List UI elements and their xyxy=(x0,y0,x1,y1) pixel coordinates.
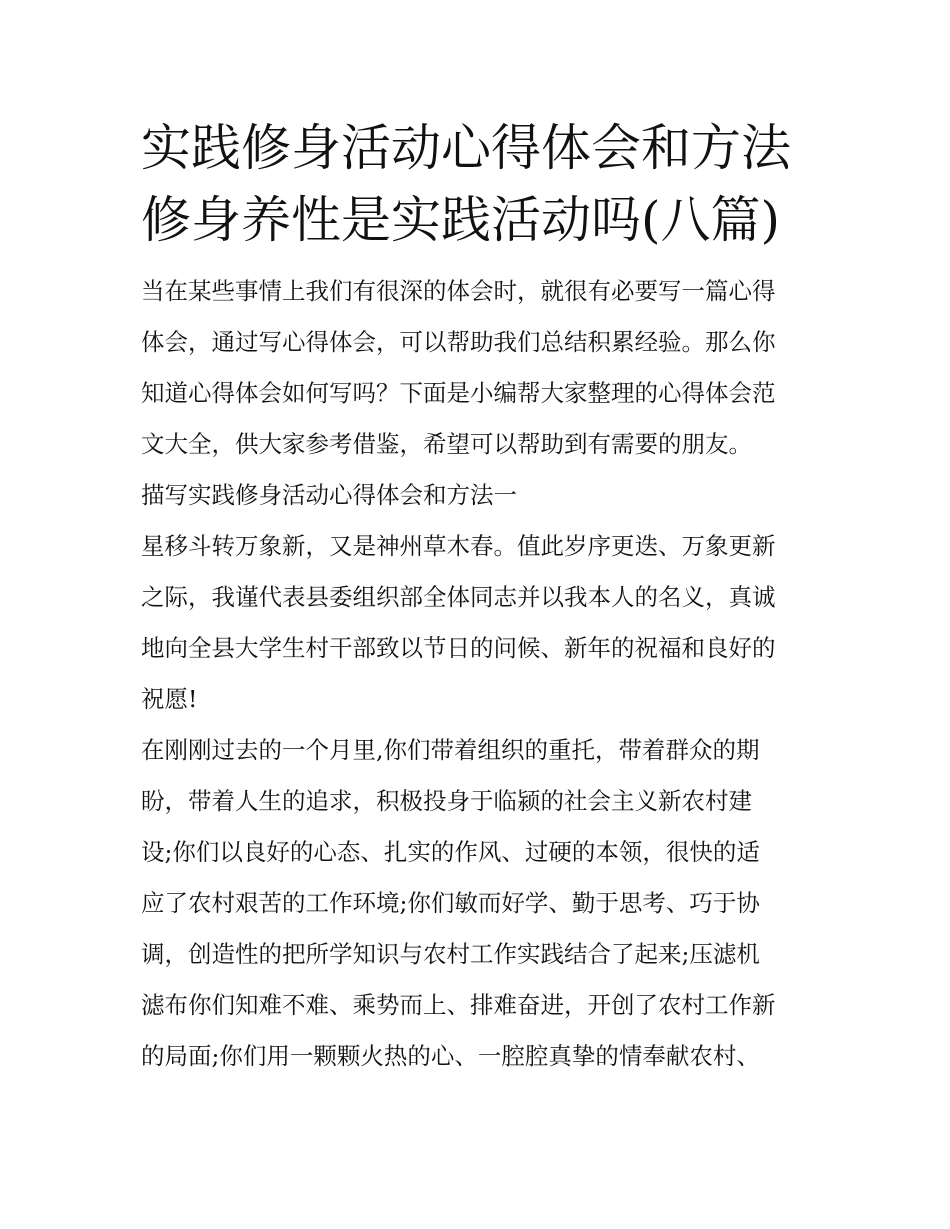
paragraph-line: 调，创造性的把所学知识与农村工作实践结合了起来;压滤机 xyxy=(141,940,760,968)
paragraph-line: 当在某些事情上我们有很深的体会时，就很有必要写一篇心得 xyxy=(141,277,776,305)
document-body xyxy=(141,266,813,1082)
title-line: 实践修身活动心得体会和方法 xyxy=(141,119,791,177)
paragraph-line: 盼，带着人生的追求，积极投身于临颍的社会主义新农村建 xyxy=(141,787,752,815)
section-heading: 描写实践修身活动心得体会和方法一 xyxy=(141,481,517,509)
paragraph-line: 知道心得体会如何写吗？下面是小编帮大家整理的心得体会范 xyxy=(141,379,776,407)
paragraph-line: 在刚刚过去的一个月里,你们带着组织的重托，带着群众的期 xyxy=(141,736,760,764)
paragraph-line: 应了农村艰苦的工作环境;你们敏而好学、勤于思考、巧于协 xyxy=(141,889,760,917)
paragraph-line: 滤布你们知难不难、乘势而上、排难奋进，开创了农村工作新 xyxy=(141,991,776,1019)
paragraph-line: 祝愿! xyxy=(141,685,198,713)
paragraph-line: 体会，通过写心得体会，可以帮助我们总结积累经验。那么你 xyxy=(141,328,776,356)
paragraph-line: 地向全县大学生村干部致以节日的问候、新年的祝福和良好的 xyxy=(141,634,776,662)
paragraph-line: 文大全，供大家参考借鉴，希望可以帮助到有需要的朋友。 xyxy=(141,430,752,458)
document-page xyxy=(141,112,813,1082)
document-title xyxy=(141,112,813,256)
paragraph-line: 之际，我谨代表县委组织部全体同志并以我本人的名义，真诚 xyxy=(141,583,776,611)
paragraph-line: 星移斗转万象新，又是神州草木春。值此岁序更迭、万象更新 xyxy=(141,532,776,560)
paragraph-line: 设;你们以良好的心态、扎实的作风、过硬的本领，很快的适 xyxy=(141,838,760,866)
paragraph-line: 的局面;你们用一颗颗火热的心、一腔腔真挚的情奉献农村、 xyxy=(141,1042,760,1070)
title-line: 修身养性是实践活动吗(八篇) xyxy=(141,191,781,249)
